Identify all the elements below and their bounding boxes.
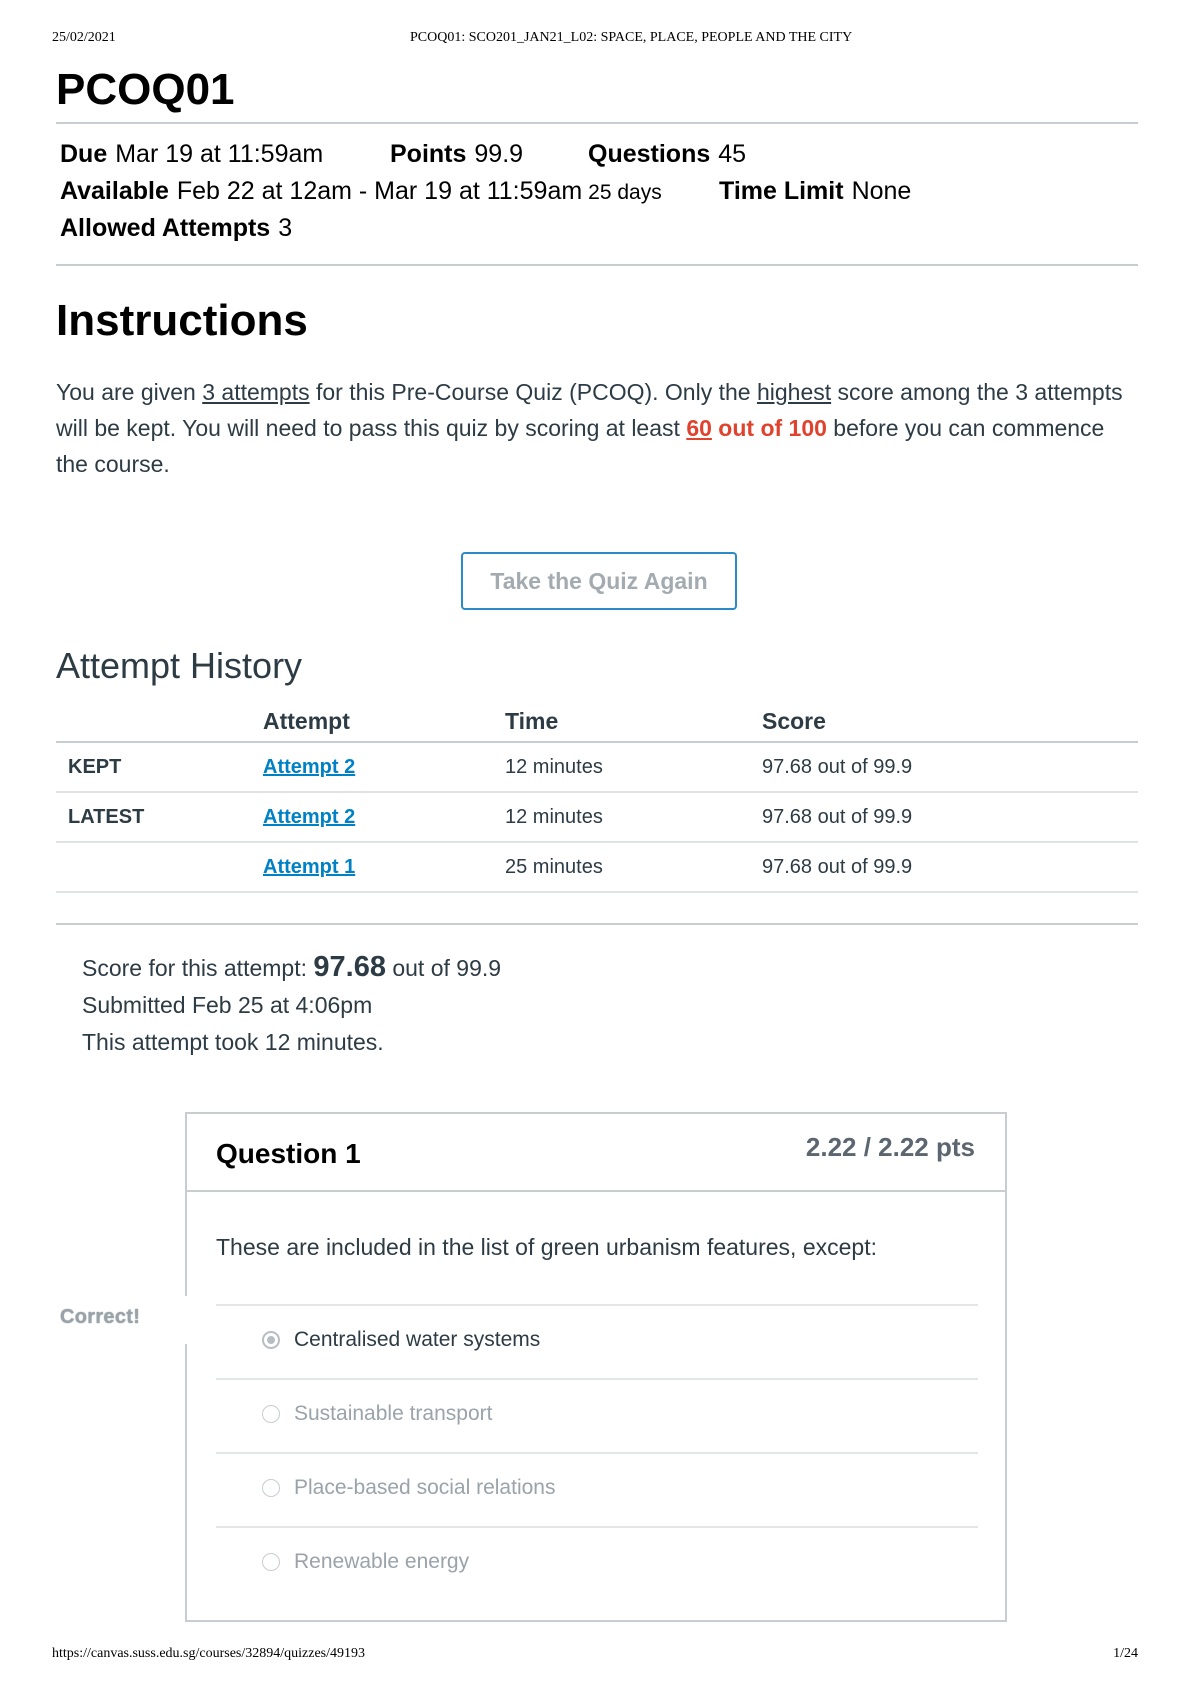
attempt-link[interactable]: Attempt 2 (263, 755, 356, 778)
page-title: PCOQ01 (56, 65, 235, 114)
attempt-link[interactable]: Attempt 2 (263, 805, 356, 828)
available-detail (60, 177, 662, 206)
table-row (56, 742, 1138, 792)
divider (56, 264, 1138, 266)
attempts-emphasis: 3 attempts (202, 379, 310, 405)
attempt-history-heading: Attempt History (56, 645, 303, 686)
attempt-summary (82, 949, 1138, 1061)
answer-list (216, 1304, 978, 1600)
attempt-cell (251, 842, 493, 892)
question-points: 2.22 / 2.22 pts (805, 1132, 975, 1162)
question-card (185, 1112, 1007, 1622)
answer-text: Sustainable transport (294, 1402, 493, 1425)
score-cell: 97.68 out of 99.9 (750, 842, 1138, 892)
score-suffix: out of 99.9 (385, 955, 502, 981)
pass-score-total: out of 100 (711, 415, 827, 441)
divider (56, 923, 1138, 925)
highest-emphasis: highest (756, 379, 832, 405)
answer-option (216, 1378, 978, 1452)
header-blank (56, 701, 251, 742)
row-label (56, 842, 251, 892)
answer-text: Renewable energy (294, 1550, 470, 1573)
score-value: 97.68 (313, 951, 386, 983)
points-label: Points (390, 140, 467, 168)
due-detail (60, 140, 323, 169)
time-limit-detail (719, 177, 911, 206)
score-prefix: Score for this attempt: (82, 955, 314, 981)
radio-icon (262, 1479, 280, 1497)
attempts-detail (60, 214, 292, 243)
question-title: Question 1 (216, 1138, 361, 1169)
instructions-part: score among the 3 attempts will be kept. You will need to pass this quiz by scoring at least (56, 379, 1123, 441)
table-row (56, 792, 1138, 842)
time-cell: 12 minutes (493, 742, 750, 792)
time-limit-label: Time Limit (719, 177, 844, 205)
table-row (56, 842, 1138, 892)
attempt-cell (251, 792, 493, 842)
attempt-cell (251, 742, 493, 792)
score-cell: 97.68 out of 99.9 (750, 742, 1138, 792)
answer-text: Centralised water systems (294, 1328, 541, 1351)
time-cell: 25 minutes (493, 842, 750, 892)
print-title: PCOQ01: SCO201_JAN21_L02: SPACE, PLACE, PEOPLE AND THE CITY (410, 30, 853, 45)
answer-option (216, 1304, 978, 1378)
row-label: KEPT (56, 742, 251, 792)
attempt-duration: This attempt took 12 minutes. (82, 1029, 384, 1055)
question-header (187, 1114, 1005, 1192)
page-number: 1/24 (1113, 1646, 1138, 1661)
available-days: 25 days (588, 181, 662, 204)
submitted-time: Submitted Feb 25 at 4:06pm (82, 992, 373, 1018)
attempt-link[interactable]: Attempt 1 (263, 855, 356, 878)
take-quiz-again-button[interactable]: Take the Quiz Again (461, 552, 737, 610)
column-score: Score (750, 701, 1138, 742)
instructions-text (56, 374, 1138, 482)
row-label: LATEST (56, 792, 251, 842)
flag-gap (182, 1296, 190, 1344)
print-url: https://canvas.suss.edu.sg/courses/32894/quizzes/49193 (52, 1646, 366, 1661)
column-time: Time (493, 701, 750, 742)
instructions-heading: Instructions (56, 296, 308, 345)
instructions-part: for this Pre-Course Quiz (PCOQ). Only the (309, 379, 757, 405)
time-limit-value: None (851, 177, 912, 205)
time-cell: 12 minutes (493, 792, 750, 842)
available-value: Feb 22 at 12am - Mar 19 at 11:59am (176, 177, 583, 205)
due-value: Mar 19 at 11:59am (115, 140, 324, 168)
print-date: 25/02/2021 (52, 30, 116, 45)
quiz-details (56, 124, 1138, 264)
pass-score-emphasis: 60 (686, 415, 712, 441)
attempts-label: Allowed Attempts (60, 214, 271, 242)
available-label: Available (60, 177, 169, 205)
due-label: Due (60, 140, 108, 168)
attempts-value: 3 (278, 214, 293, 242)
points-value: 99.9 (474, 140, 524, 168)
column-attempt: Attempt (251, 701, 493, 742)
radio-icon (262, 1553, 280, 1571)
correct-answer-flag: Correct! (60, 1306, 141, 1328)
points-detail (390, 140, 523, 169)
instructions-part: before you can commence the course. (56, 415, 1105, 477)
quiz-content (56, 60, 1138, 1061)
radio-icon (262, 1405, 280, 1423)
answer-option (216, 1452, 978, 1526)
questions-value: 45 (718, 140, 747, 168)
score-cell: 97.68 out of 99.9 (750, 792, 1138, 842)
radio-selected-icon (262, 1331, 280, 1349)
question-text: These are included in the list of green urbanism features, except: (216, 1234, 877, 1260)
questions-label: Questions (588, 140, 711, 168)
questions-detail (588, 140, 746, 169)
table-header-row (56, 701, 1138, 742)
answer-option (216, 1526, 978, 1600)
answer-text: Place-based social relations (294, 1476, 556, 1499)
attempt-history-table (56, 701, 1138, 893)
instructions-part: You are given (56, 379, 203, 405)
attempt-score (82, 949, 1138, 987)
